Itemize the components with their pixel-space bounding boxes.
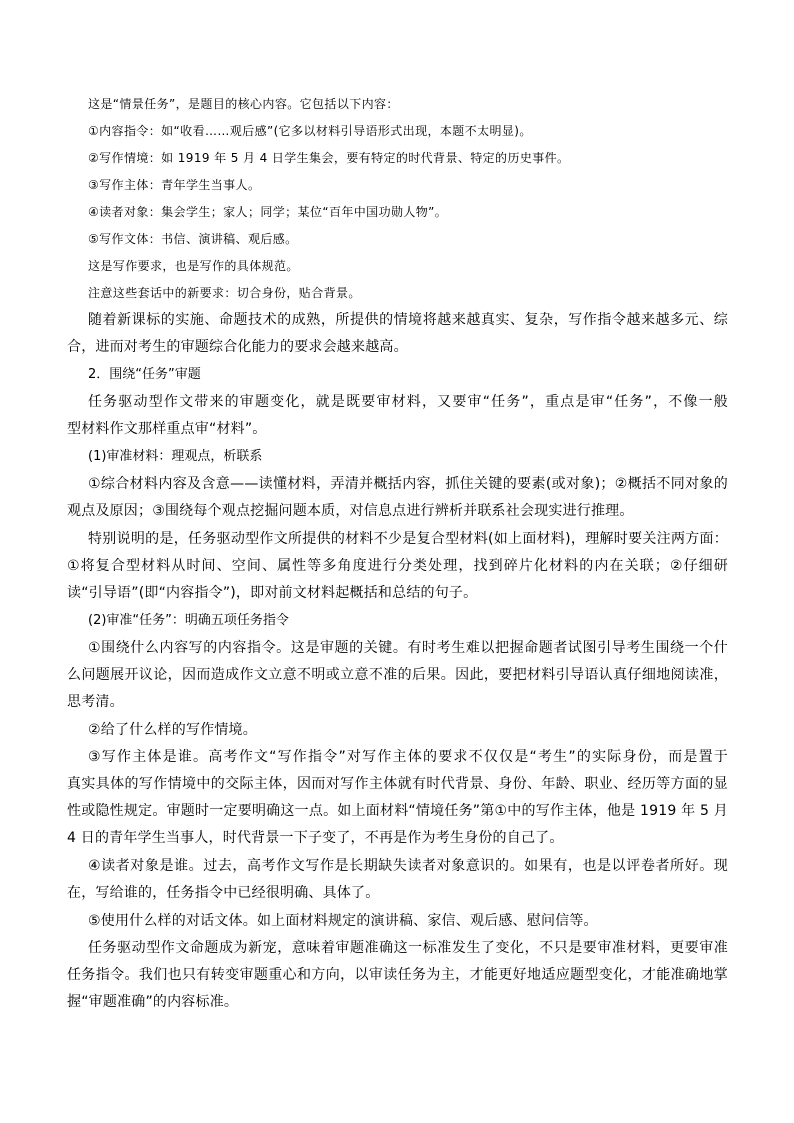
scenario-item-4: ④读者对象：集会学生；家人；同学；某位“百年中国功勋人物”。 [88, 205, 448, 219]
section-2-p4-line-2: 么问题展开议论，因而造成作文立意不明或立意不准的后果。因此，要把材料引导语认真仔细地阅读准， [67, 667, 728, 683]
section-2-p3-line-1: 特别说明的是，任务驱动型作文所提供的材料不少是复合型材料(如上面材料)，理解时要关注两方面： [88, 531, 728, 547]
scenario-item-1: ①内容指令：如“收看……观后感”(它多以材料引导语形式出现，本题不太明显)。 [88, 124, 532, 138]
section-2-p7-line-2: 在，写给谁的，任务指令中已经很明确、具体了。 [67, 885, 380, 901]
section-2-p3-line-2: ①将复合型材料从时间、空间、属性等多角度进行分类处理，找到碎片化材料的内在关联；②仔细研 [67, 558, 728, 574]
section-2-p2-line-1: ①综合材料内容及含意——读懂材料，弄清并概括内容，抓住关键的要素(或对象)；②概括不同对象的 [88, 476, 728, 492]
scenario-note-2: 注意这些套话中的新要求：切合身份，贴合背景。 [88, 286, 361, 300]
section-2-p6-line-3: 性或隐性规定。审题时一定要明确这一点。如上面材料“情境任务”第①中的写作主体，他是 1919 年 5 月 [67, 803, 728, 819]
section-2-p7-line-1: ④读者对象是谁。过去，高考作文写作是长期缺失读者对象意识的。如果有，也是以评卷者所好。现 [88, 858, 728, 874]
section-2-p6-line-1: ③写作主体是谁。高考作文“写作指令”对写作主体的要求不仅仅是“考生”的实际身份，而是置于 [88, 749, 728, 765]
section-2-p2-line-2: 观点及原因；③围绕每个观点挖掘问题本质，对信息点进行辨析并联系社会现实进行推理。 [67, 503, 634, 519]
section-2-p5: ②给了什么样的写作情境。 [88, 722, 257, 738]
subheading-1: (1)审准材料：理观点，析联系 [88, 449, 263, 464]
section-2-p6-line-2: 真实具体的写作情境中的交际主体，因而对写作主体就有时代背景、身份、年龄、职业、经历等方面的显 [67, 776, 728, 792]
scenario-intro: 这是“情景任务”，是题目的核心内容。它包括以下内容： [88, 97, 399, 111]
section-2-p6-line-4: 4 日的青年学生当事人，时代背景一下子变了，不再是作为考生身份的自己了。 [67, 830, 564, 846]
subheading-2: (2)审准“任务”：明确五项任务指令 [88, 613, 289, 628]
section-2-p3-line-3: 读“引导语”(即“内容指令”)，即对前文材料起概括和总结的句子。 [67, 585, 478, 601]
scenario-note-1: 这是写作要求，也是写作的具体规范。 [88, 259, 299, 273]
scenario-item-2: ②写作情境：如 1919 年 5 月 4 日学生集会，要有特定的时代背景、特定的历史事件。 [88, 151, 570, 165]
section-2-p8: ⑤使用什么样的对话文体。如上面材料规定的演讲稿、家信、观后感、慰问信等。 [88, 913, 598, 929]
section-2-p1-line-1: 任务驱动型作文带来的审题变化，就是既要审材料，又要审“任务”，重点是审“任务”，不像一般 [88, 394, 728, 410]
paragraph-1-line-1: 随着新课标的实施、命题技术的成熟，所提供的情境将越来越真实、复杂，写作指令越来越多元、综 [88, 312, 728, 328]
section-2-p4-line-1: ①围绕什么内容写的内容指令。这是审题的关键。有时考生难以把握命题者试图引导考生围绕一个什 [88, 640, 728, 656]
section-2-p9-line-1: 任务驱动型作文命题成为新宠，意味着审题准确这一标准发生了变化，不只是要审准材料，更要审准 [88, 940, 728, 956]
scenario-item-3: ③写作主体：青年学生当事人。 [88, 178, 261, 192]
paragraph-1-line-2: 合，进而对考生的审题综合化能力的要求会越来越高。 [67, 339, 408, 355]
section-2-p9-line-2: 任务指令。我们也只有转变审题重心和方向，以审读任务为主，才能更好地适应题型变化，才能准确地掌 [67, 967, 728, 983]
section-2-p9-line-3: 握“审题准确”的内容标准。 [67, 994, 239, 1010]
section-2-p4-line-3: 思考清。 [67, 694, 124, 710]
section-2-heading: 2．围绕“任务”审题 [88, 367, 201, 382]
scenario-item-5: ⑤写作文体：书信、演讲稿、观后感。 [88, 232, 298, 246]
section-2-p1-line-2: 型材料作文那样重点审“材料”。 [67, 421, 267, 437]
